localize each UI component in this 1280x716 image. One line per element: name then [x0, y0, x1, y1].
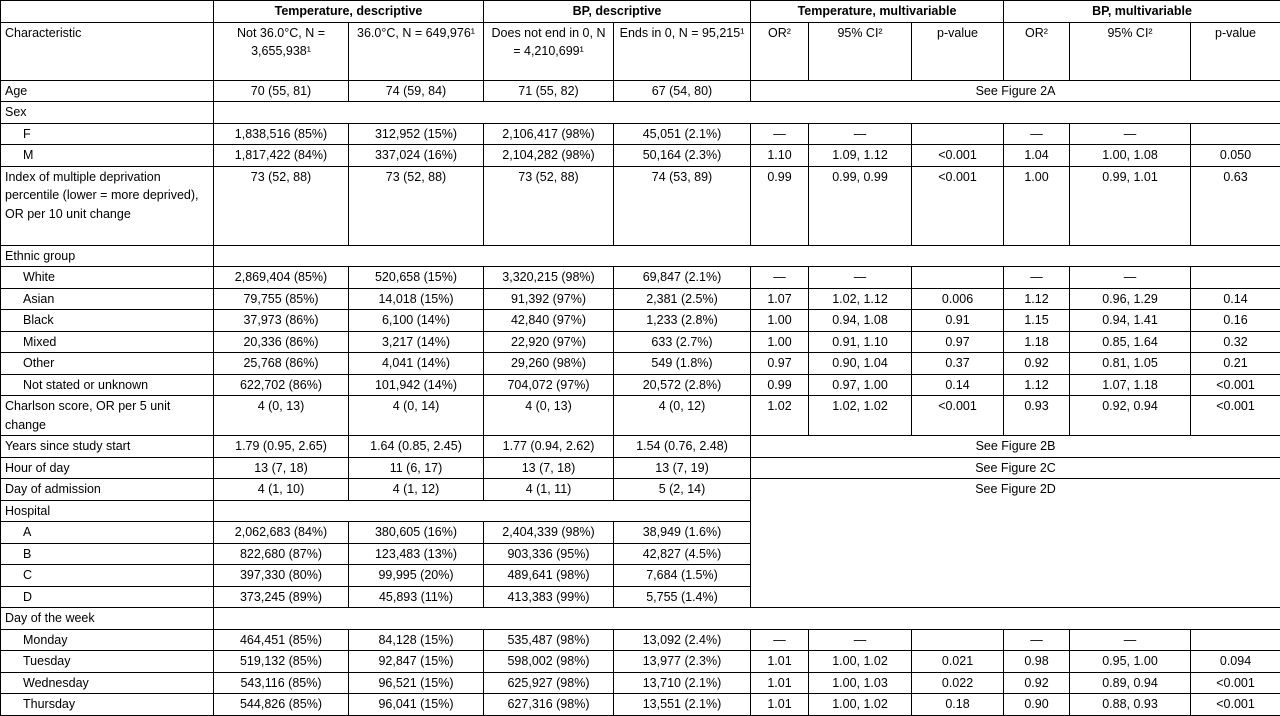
cell: 1.79 (0.95, 2.65): [214, 436, 349, 458]
cell: 4 (1, 10): [214, 479, 349, 501]
cell: 1.54 (0.76, 2.48): [614, 436, 751, 458]
cell: 0.94, 1.41: [1070, 310, 1191, 332]
cell: 5,755 (1.4%): [614, 586, 751, 608]
cell: 4 (1, 12): [349, 479, 484, 501]
cell: 464,451 (85%): [214, 629, 349, 651]
table-row-imd: [1, 166, 1280, 245]
cell: 1.09, 1.12: [809, 145, 912, 167]
cell: 74 (59, 84): [349, 80, 484, 102]
col-header-temp-not36: Not 36.0°C, N = 3,655,938¹: [214, 22, 349, 80]
table-row-years: [1, 436, 1280, 458]
cell: 67 (54, 80): [614, 80, 751, 102]
cell: 14,018 (15%): [349, 288, 484, 310]
row-label: Wednesday: [1, 672, 214, 694]
cell: 0.14: [912, 374, 1004, 396]
cell: 42,840 (97%): [484, 310, 614, 332]
group-temp-descriptive: Temperature, descriptive: [214, 1, 484, 23]
table-row-day-of-admission: [1, 479, 1280, 501]
row-label: Thursday: [1, 694, 214, 716]
cell: 45,051 (2.1%): [614, 123, 751, 145]
cell: 0.99, 1.01: [1070, 166, 1191, 245]
cell: 45,893 (11%): [349, 586, 484, 608]
cell: 0.094: [1191, 651, 1280, 673]
cell: 123,483 (13%): [349, 543, 484, 565]
figure-reference: See Figure 2C: [751, 457, 1280, 479]
cell: 1.00: [751, 310, 809, 332]
cell: —: [809, 629, 912, 651]
cell: 1.02, 1.12: [809, 288, 912, 310]
cell: —: [751, 629, 809, 651]
table-row-day-of-week: [1, 608, 1280, 630]
row-label: M: [1, 145, 214, 167]
table-row-monday: [1, 629, 1280, 651]
cell: 0.85, 1.64: [1070, 331, 1191, 353]
cell: 13,092 (2.4%): [614, 629, 751, 651]
table-row-sex-m: [1, 145, 1280, 167]
cell: 29,260 (98%): [484, 353, 614, 375]
cell: <0.001: [1191, 396, 1280, 436]
col-header-bp-0: Ends in 0, N = 95,215¹: [614, 22, 751, 80]
row-label: Charlson score, OR per 5 unit change: [1, 396, 214, 436]
cell: 22,920 (97%): [484, 331, 614, 353]
cell: 13 (7, 18): [484, 457, 614, 479]
cell: [1191, 267, 1280, 289]
cell: 79,755 (85%): [214, 288, 349, 310]
cell: 13,551 (2.1%): [614, 694, 751, 716]
row-label: C: [1, 565, 214, 587]
cell: 91,392 (97%): [484, 288, 614, 310]
cell: 1.07, 1.18: [1070, 374, 1191, 396]
cell: 2,106,417 (98%): [484, 123, 614, 145]
col-header-temp-36: 36.0°C, N = 649,976¹: [349, 22, 484, 80]
cell: 622,702 (86%): [214, 374, 349, 396]
group-temp-multivariable: Temperature, multivariable: [751, 1, 1004, 23]
cell: 13 (7, 19): [614, 457, 751, 479]
cell: 0.97: [751, 353, 809, 375]
cell: 1.12: [1004, 374, 1070, 396]
cell: 1.15: [1004, 310, 1070, 332]
cell: 0.21: [1191, 353, 1280, 375]
cell: 0.89, 0.94: [1070, 672, 1191, 694]
cell: 337,024 (16%): [349, 145, 484, 167]
cell: 0.021: [912, 651, 1004, 673]
cell: 1.01: [751, 651, 809, 673]
cell: <0.001: [912, 396, 1004, 436]
cell: 633 (2.7%): [614, 331, 751, 353]
cell: 1.00, 1.08: [1070, 145, 1191, 167]
row-label: Asian: [1, 288, 214, 310]
cell: 1,233 (2.8%): [614, 310, 751, 332]
col-header-characteristic: Characteristic: [1, 22, 214, 80]
cell: 2,104,282 (98%): [484, 145, 614, 167]
cell: 1.07: [751, 288, 809, 310]
cell: 1.02, 1.02: [809, 396, 912, 436]
cell: 0.96, 1.29: [1070, 288, 1191, 310]
cell: 903,336 (95%): [484, 543, 614, 565]
cell: <0.001: [912, 166, 1004, 245]
cell: 0.91: [912, 310, 1004, 332]
group-header-row: [1, 1, 1280, 23]
column-header-row: [1, 22, 1280, 80]
row-label: Hour of day: [1, 457, 214, 479]
figure-reference: See Figure 2D: [751, 479, 1280, 608]
table-row-charlson: [1, 396, 1280, 436]
cell: [912, 267, 1004, 289]
cell: 0.92: [1004, 353, 1070, 375]
row-label: Not stated or unknown: [1, 374, 214, 396]
cell: 0.88, 0.93: [1070, 694, 1191, 716]
row-label: D: [1, 586, 214, 608]
cell: 0.97, 1.00: [809, 374, 912, 396]
cell: 519,132 (85%): [214, 651, 349, 673]
cell: 11 (6, 17): [349, 457, 484, 479]
cell: 0.14: [1191, 288, 1280, 310]
cell: <0.001: [1191, 672, 1280, 694]
cell: 0.99, 0.99: [809, 166, 912, 245]
cell: 96,521 (15%): [349, 672, 484, 694]
cell: 598,002 (98%): [484, 651, 614, 673]
cell: 13,977 (2.3%): [614, 651, 751, 673]
table-row-sex: [1, 102, 1280, 124]
table-row-wednesday: [1, 672, 1280, 694]
cell: 0.32: [1191, 331, 1280, 353]
cell: <0.001: [1191, 374, 1280, 396]
cell: 0.050: [1191, 145, 1280, 167]
cell: 4 (0, 12): [614, 396, 751, 436]
section-label: Sex: [1, 102, 214, 124]
col-header-bp-p: p-value: [1191, 22, 1280, 80]
cell: 0.16: [1191, 310, 1280, 332]
cell: 1.00, 1.03: [809, 672, 912, 694]
cell: [912, 123, 1004, 145]
cell: 2,404,339 (98%): [484, 522, 614, 544]
row-label: Mixed: [1, 331, 214, 353]
cell: 520,658 (15%): [349, 267, 484, 289]
cell: 0.90: [1004, 694, 1070, 716]
col-header-temp-p: p-value: [912, 22, 1004, 80]
cell: 0.90, 1.04: [809, 353, 912, 375]
cell: —: [751, 267, 809, 289]
cell: 20,336 (86%): [214, 331, 349, 353]
cell: 4 (1, 11): [484, 479, 614, 501]
cell: —: [1004, 267, 1070, 289]
cell: 380,605 (16%): [349, 522, 484, 544]
cell: 627,316 (98%): [484, 694, 614, 716]
cell: 544,826 (85%): [214, 694, 349, 716]
row-label: Other: [1, 353, 214, 375]
cell: —: [1004, 123, 1070, 145]
cell: —: [809, 267, 912, 289]
row-label: A: [1, 522, 214, 544]
cell: 70 (55, 81): [214, 80, 349, 102]
cell: 1,817,422 (84%): [214, 145, 349, 167]
row-label: Years since study start: [1, 436, 214, 458]
cell: 74 (53, 89): [614, 166, 751, 245]
cell: 5 (2, 14): [614, 479, 751, 501]
table-row-age: [1, 80, 1280, 102]
cell: 1.64 (0.85, 2.45): [349, 436, 484, 458]
cell: 0.93: [1004, 396, 1070, 436]
empty-corner-cell: [1, 1, 214, 23]
cell: 1,838,516 (85%): [214, 123, 349, 145]
row-label: Black: [1, 310, 214, 332]
figure-reference: See Figure 2B: [751, 436, 1280, 458]
cell: 1.18: [1004, 331, 1070, 353]
cell: —: [809, 123, 912, 145]
cell: 4 (0, 13): [484, 396, 614, 436]
cell: 71 (55, 82): [484, 80, 614, 102]
cell: 1.00: [1004, 166, 1070, 245]
row-label: Monday: [1, 629, 214, 651]
cell: 0.63: [1191, 166, 1280, 245]
table-row-not-stated: [1, 374, 1280, 396]
cell: 0.81, 1.05: [1070, 353, 1191, 375]
section-label: Ethnic group: [1, 245, 214, 267]
cell: 25,768 (86%): [214, 353, 349, 375]
cell: 1.12: [1004, 288, 1070, 310]
cell: 0.99: [751, 374, 809, 396]
group-bp-multivariable: BP, multivariable: [1004, 1, 1280, 23]
cell: 0.92, 0.94: [1070, 396, 1191, 436]
row-label: Age: [1, 80, 214, 102]
table-row-mixed: [1, 331, 1280, 353]
cell: 13,710 (2.1%): [614, 672, 751, 694]
cell: 2,381 (2.5%): [614, 288, 751, 310]
cell: 92,847 (15%): [349, 651, 484, 673]
section-label: Hospital: [1, 500, 214, 522]
cell: 0.97: [912, 331, 1004, 353]
cell: 0.006: [912, 288, 1004, 310]
cell: 535,487 (98%): [484, 629, 614, 651]
cell: —: [1070, 123, 1191, 145]
col-header-bp-or: OR²: [1004, 22, 1070, 80]
cell: 2,869,404 (85%): [214, 267, 349, 289]
cell: 37,973 (86%): [214, 310, 349, 332]
cell: 0.99: [751, 166, 809, 245]
cell: 704,072 (97%): [484, 374, 614, 396]
cell: 4 (0, 13): [214, 396, 349, 436]
cell: —: [1004, 629, 1070, 651]
cell: 0.98: [1004, 651, 1070, 673]
table-row-hour: [1, 457, 1280, 479]
cell: [1191, 629, 1280, 651]
cell: 1.00, 1.02: [809, 651, 912, 673]
cell: 0.91, 1.10: [809, 331, 912, 353]
cell: 1.01: [751, 672, 809, 694]
table-row-thursday: [1, 694, 1280, 716]
cell: <0.001: [1191, 694, 1280, 716]
cell: 397,330 (80%): [214, 565, 349, 587]
table-row-black: [1, 310, 1280, 332]
cell: 625,927 (98%): [484, 672, 614, 694]
cell: 1.02: [751, 396, 809, 436]
cell: 4,041 (14%): [349, 353, 484, 375]
cell: 1.01: [751, 694, 809, 716]
cell: 373,245 (89%): [214, 586, 349, 608]
col-header-bp-not0: Does not end in 0, N = 4,210,699¹: [484, 22, 614, 80]
cell: 413,383 (99%): [484, 586, 614, 608]
cell: 3,217 (14%): [349, 331, 484, 353]
cell: 0.94, 1.08: [809, 310, 912, 332]
cell: 1.00: [751, 331, 809, 353]
cell: 0.92: [1004, 672, 1070, 694]
cell: 3,320,215 (98%): [484, 267, 614, 289]
cell: 1.77 (0.94, 2.62): [484, 436, 614, 458]
cell: 312,952 (15%): [349, 123, 484, 145]
empty-cell: [214, 500, 751, 522]
cell: 50,164 (2.3%): [614, 145, 751, 167]
cell: [912, 629, 1004, 651]
cell: 822,680 (87%): [214, 543, 349, 565]
cell: 101,942 (14%): [349, 374, 484, 396]
table-row-tuesday: [1, 651, 1280, 673]
cell: 69,847 (2.1%): [614, 267, 751, 289]
cell: 6,100 (14%): [349, 310, 484, 332]
col-header-temp-ci: 95% CI²: [809, 22, 912, 80]
row-label: F: [1, 123, 214, 145]
col-header-temp-or: OR²: [751, 22, 809, 80]
col-header-bp-ci: 95% CI²: [1070, 22, 1191, 80]
cell: 42,827 (4.5%): [614, 543, 751, 565]
table-row-ethnic: [1, 245, 1280, 267]
cell: —: [1070, 267, 1191, 289]
empty-cell: [214, 102, 1280, 124]
cell: 20,572 (2.8%): [614, 374, 751, 396]
cell: 0.022: [912, 672, 1004, 694]
row-label: Index of multiple deprivation percentile (lower = more deprived), OR per 10 unit change: [1, 166, 214, 245]
row-label: White: [1, 267, 214, 289]
group-bp-descriptive: BP, descriptive: [484, 1, 751, 23]
row-label: Tuesday: [1, 651, 214, 673]
section-label: Day of the week: [1, 608, 214, 630]
cell: 73 (52, 88): [214, 166, 349, 245]
row-label: B: [1, 543, 214, 565]
cell: [1191, 123, 1280, 145]
cell: 0.95, 1.00: [1070, 651, 1191, 673]
cell: 73 (52, 88): [484, 166, 614, 245]
cell: 2,062,683 (84%): [214, 522, 349, 544]
cell: <0.001: [912, 145, 1004, 167]
cell: 1.00, 1.02: [809, 694, 912, 716]
cell: 84,128 (15%): [349, 629, 484, 651]
empty-cell: [214, 245, 1280, 267]
cell: 549 (1.8%): [614, 353, 751, 375]
cell: 0.18: [912, 694, 1004, 716]
empty-cell: [214, 608, 1280, 630]
row-label: Day of admission: [1, 479, 214, 501]
cell: —: [751, 123, 809, 145]
table-row-other: [1, 353, 1280, 375]
cell: —: [1070, 629, 1191, 651]
cell: 1.10: [751, 145, 809, 167]
cell: 4 (0, 14): [349, 396, 484, 436]
cell: 96,041 (15%): [349, 694, 484, 716]
cell: 13 (7, 18): [214, 457, 349, 479]
cell: 73 (52, 88): [349, 166, 484, 245]
cell: 0.37: [912, 353, 1004, 375]
cell: 7,684 (1.5%): [614, 565, 751, 587]
cell: 99,995 (20%): [349, 565, 484, 587]
cell: 489,641 (98%): [484, 565, 614, 587]
table-row-sex-f: [1, 123, 1280, 145]
table-row-white: [1, 267, 1280, 289]
figure-reference: See Figure 2A: [751, 80, 1280, 102]
cell: 543,116 (85%): [214, 672, 349, 694]
cell: 1.04: [1004, 145, 1070, 167]
table-row-asian: [1, 288, 1280, 310]
cell: 38,949 (1.6%): [614, 522, 751, 544]
